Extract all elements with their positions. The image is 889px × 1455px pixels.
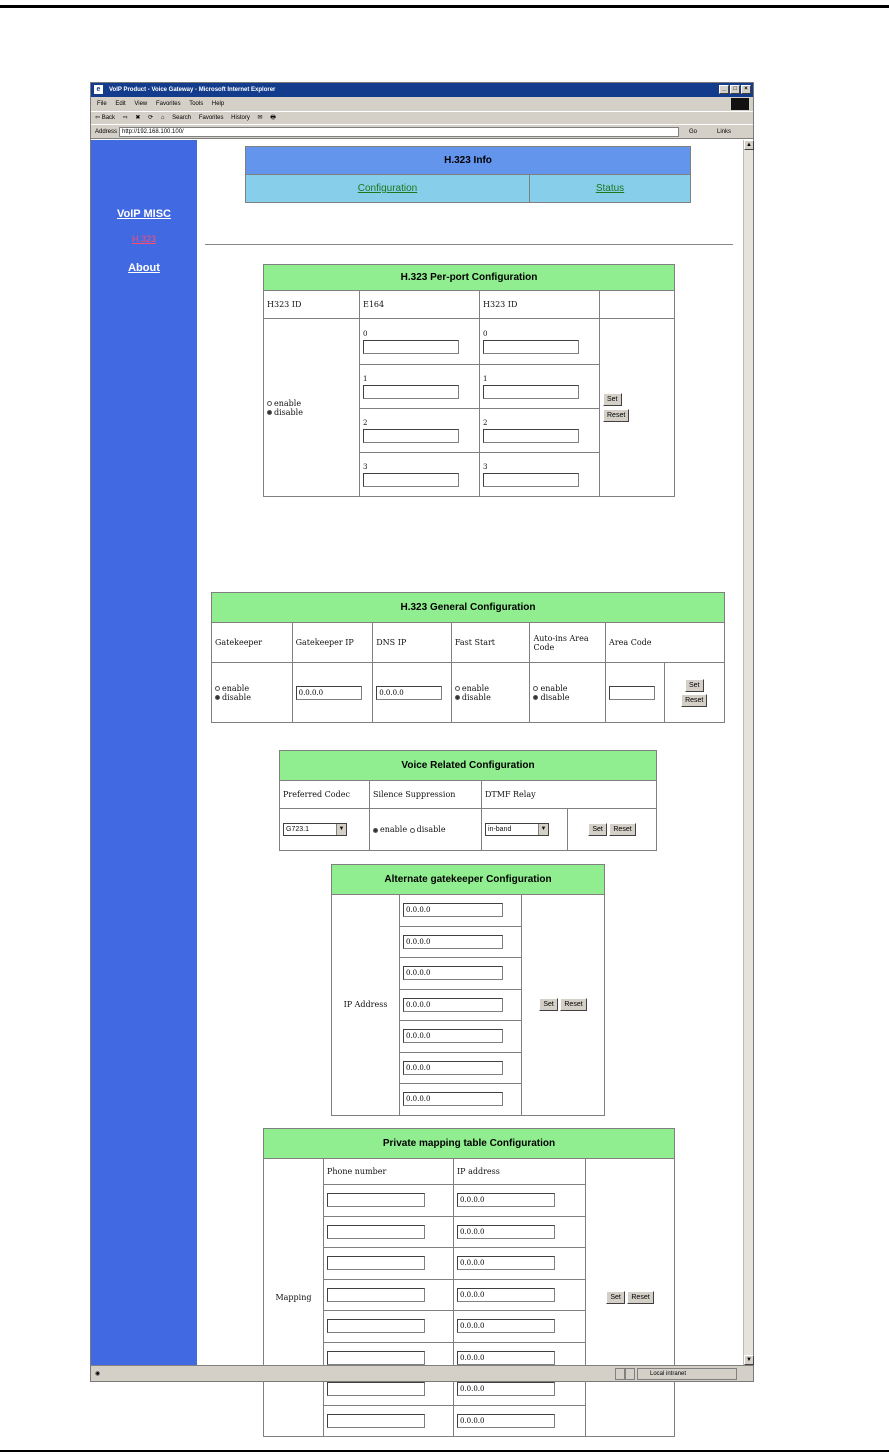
h323id-port-label: 0 <box>483 329 488 338</box>
page-bottom-rule <box>0 1450 889 1452</box>
disable-label: disable <box>540 692 570 702</box>
h323id-cell-1 <box>480 365 600 409</box>
e164-port-label: 0 <box>363 329 368 338</box>
altgk-ip-input[interactable]: 0.0.0.0 <box>403 1061 503 1075</box>
h323id-cell-2 <box>480 409 600 453</box>
mapping-title: Private mapping table Configuration <box>264 1129 675 1159</box>
mapping-ip-input[interactable]: 0.0.0.0 <box>457 1382 555 1396</box>
stop-icon[interactable]: ✖ <box>135 115 141 121</box>
altgk-ip-cell <box>400 1084 522 1116</box>
phone-number-input[interactable] <box>327 1382 425 1396</box>
voice-reset-button[interactable]: Reset <box>609 823 635 836</box>
radio-disable[interactable] <box>455 695 460 700</box>
mail-icon[interactable]: ✉ <box>257 115 263 121</box>
history-button[interactable]: History <box>231 115 250 121</box>
h323id-port-label: 1 <box>483 374 488 383</box>
altgk-ip-cell <box>400 1052 522 1084</box>
general-reset-button[interactable]: Reset <box>681 694 707 707</box>
mapping-reset-button[interactable]: Reset <box>627 1291 653 1304</box>
dtmf-value: in-band <box>488 826 512 833</box>
dns-ip-input[interactable]: 0.0.0.0 <box>376 686 442 700</box>
voice-title: Voice Related Configuration <box>280 751 657 781</box>
disable-label: disable <box>416 825 446 834</box>
altgk-ip-input[interactable]: 0.0.0.0 <box>403 1092 503 1106</box>
info-table <box>245 146 691 203</box>
enable-label: enable <box>540 683 568 693</box>
mapping-ip-input[interactable]: 0.0.0.0 <box>457 1256 555 1270</box>
e164-port-label: 1 <box>363 374 368 383</box>
menu-bar <box>91 97 753 111</box>
phone-number-input[interactable] <box>327 1319 425 1333</box>
mapping-buttons-cell <box>586 1159 675 1437</box>
altgk-ip-input[interactable]: 0.0.0.0 <box>403 966 503 980</box>
gatekeeper-ip-cell <box>292 663 373 723</box>
disable-label: disable <box>461 692 491 702</box>
menu-view[interactable]: View <box>134 101 148 107</box>
general-col-gatekeeper: Gatekeeper <box>212 623 293 663</box>
perport-disable-label: disable <box>274 407 303 417</box>
toolbar <box>91 111 753 124</box>
refresh-icon[interactable]: ⟳ <box>148 115 154 121</box>
general-col-gatekeeper-ip: Gatekeeper IP <box>292 623 373 663</box>
minimize-icon[interactable]: _ <box>719 85 729 94</box>
gatekeeper-radio-cell <box>212 663 293 723</box>
scroll-down-icon[interactable]: ▼ <box>744 1355 754 1365</box>
phone-cell <box>324 1248 454 1280</box>
ip-cell <box>454 1248 586 1280</box>
menu-favorites[interactable]: Favorites <box>155 101 181 107</box>
menu-edit[interactable]: Edit <box>115 101 126 107</box>
phone-number-input[interactable] <box>327 1414 425 1428</box>
radio-enable[interactable] <box>533 686 538 691</box>
close-icon[interactable]: × <box>741 85 751 94</box>
disable-label: disable <box>222 692 251 702</box>
mapping-ip-input[interactable]: 0.0.0.0 <box>457 1225 555 1239</box>
enable-label: enable <box>380 825 408 834</box>
sidebar-item-voip-misc[interactable]: VoIP MISC <box>117 208 171 220</box>
mapping-ip-input[interactable]: 0.0.0.0 <box>457 1351 555 1365</box>
altgk-table <box>331 864 605 1116</box>
sidebar-item-about[interactable]: About <box>128 262 160 274</box>
fast-start-disable-option[interactable] <box>455 693 527 702</box>
e164-port-label: 2 <box>363 418 368 427</box>
area-code-cell <box>606 663 664 723</box>
radio-enable[interactable] <box>215 686 220 691</box>
status-zone: Local intranet <box>637 1368 737 1380</box>
page-icon: ◉ <box>95 1371 101 1377</box>
voice-buttons-cell <box>568 809 657 851</box>
general-table <box>211 592 725 723</box>
general-col-dns-ip: DNS IP <box>373 623 452 663</box>
scroll-up-icon[interactable]: ▲ <box>744 140 754 150</box>
phone-number-input[interactable] <box>327 1193 425 1207</box>
address-input[interactable]: http://192.168.100.100/ <box>119 127 679 137</box>
phone-number-input[interactable] <box>327 1288 425 1302</box>
general-buttons-cell <box>664 663 725 723</box>
altgk-ip-input[interactable]: 0.0.0.0 <box>403 903 503 917</box>
codec-cell <box>280 809 370 851</box>
home-icon[interactable]: ⌂ <box>160 115 165 121</box>
e164-cell-3 <box>360 453 480 497</box>
ie-logo-icon: e <box>94 85 103 94</box>
ip-cell <box>454 1216 586 1248</box>
fast-start-enable-option[interactable] <box>455 684 527 693</box>
address-label: Address <box>95 129 118 135</box>
area-code-input[interactable] <box>609 686 655 700</box>
h323id-input[interactable] <box>483 340 579 354</box>
enable-label: enable <box>461 683 489 693</box>
phone-number-input[interactable] <box>327 1225 425 1239</box>
perport-radio-cell <box>264 319 360 497</box>
chevron-down-icon: ▼ <box>538 824 548 835</box>
mapping-label: Mapping <box>264 1159 324 1437</box>
h323id-input[interactable] <box>483 473 579 487</box>
altgk-ip-cell <box>400 989 522 1021</box>
perport-table <box>263 264 675 497</box>
e164-cell-2 <box>360 409 480 453</box>
window-titlebar <box>91 83 753 97</box>
phone-cell <box>324 1216 454 1248</box>
phone-cell <box>324 1405 454 1437</box>
general-set-button[interactable]: Set <box>685 679 704 692</box>
perport-enable-label: enable <box>274 398 302 408</box>
windows-logo-icon <box>731 98 749 110</box>
altgk-ip-input[interactable]: 0.0.0.0 <box>403 1029 503 1043</box>
general-col-fast-start: Fast Start <box>451 623 530 663</box>
enable-label: enable <box>222 683 250 693</box>
status-segment <box>625 1368 635 1380</box>
radio-enable[interactable] <box>455 686 460 691</box>
phone-cell <box>324 1279 454 1311</box>
menu-help[interactable]: Help <box>211 101 225 107</box>
browser-window <box>90 82 754 1425</box>
codec-value: G723.1 <box>286 826 309 833</box>
general-title: H.323 General Configuration <box>212 593 725 623</box>
sidebar <box>91 140 197 1365</box>
dns-ip-cell <box>373 663 452 723</box>
altgk-ip-cell <box>400 1021 522 1053</box>
radio-disable[interactable] <box>533 695 538 700</box>
perport-buttons-cell <box>600 319 675 497</box>
menu-tools[interactable]: Tools <box>189 101 204 107</box>
ip-cell <box>454 1279 586 1311</box>
window-title: VoIP Product - Voice Gateway - Microsoft Internet Explorer <box>109 87 276 93</box>
phone-cell <box>324 1311 454 1343</box>
perport-col-h323id: H323 ID <box>264 291 360 319</box>
mapping-table <box>263 1128 675 1437</box>
dtmf-cell <box>482 809 568 851</box>
fast-start-radio-cell <box>451 663 530 723</box>
auto-area-disable-option[interactable] <box>533 693 602 702</box>
maximize-icon[interactable]: □ <box>730 85 740 94</box>
back-button[interactable]: ⇦ Back <box>95 115 116 121</box>
perport-enable-option[interactable] <box>267 399 356 408</box>
silence-enable-option[interactable] <box>373 825 407 834</box>
voice-col-codec: Preferred Codec <box>280 781 370 809</box>
perport-set-button[interactable]: Set <box>603 393 622 406</box>
info-title: H.323 Info <box>246 147 691 175</box>
e164-input[interactable] <box>363 429 459 443</box>
voice-table <box>279 750 657 851</box>
mapping-set-button[interactable]: Set <box>606 1291 625 1304</box>
mapping-ip-input[interactable]: 0.0.0.0 <box>457 1319 555 1333</box>
auto-area-radio-cell <box>530 663 606 723</box>
ip-cell <box>454 1185 586 1217</box>
phone-number-input[interactable] <box>327 1351 425 1365</box>
voice-col-dtmf: DTMF Relay <box>482 781 657 809</box>
h323id-cell-0 <box>480 319 600 365</box>
ip-cell <box>454 1405 586 1437</box>
altgk-reset-button[interactable]: Reset <box>560 998 586 1011</box>
perport-col-h323id-2: H323 ID <box>480 291 600 319</box>
altgk-label: IP Address <box>332 895 400 1116</box>
links-button[interactable]: Links <box>717 129 732 135</box>
ip-cell <box>454 1311 586 1343</box>
codec-select[interactable] <box>283 823 347 836</box>
general-col-auto-area: Auto-ins Area Code <box>530 623 606 663</box>
silence-disable-option[interactable] <box>410 825 446 834</box>
altgk-ip-input[interactable]: 0.0.0.0 <box>403 935 503 949</box>
tab-status[interactable]: Status <box>530 175 691 203</box>
perport-reset-button[interactable]: Reset <box>603 409 629 422</box>
h323id-port-label: 3 <box>483 462 488 471</box>
perport-disable-option[interactable] <box>267 408 356 417</box>
phone-cell <box>324 1185 454 1217</box>
perport-col-e164: E164 <box>360 291 480 319</box>
altgk-set-button[interactable]: Set <box>539 998 558 1011</box>
altgk-ip-input[interactable]: 0.0.0.0 <box>403 998 503 1012</box>
radio-disable[interactable] <box>267 410 272 415</box>
go-button[interactable]: Go <box>689 129 698 135</box>
e164-cell-0 <box>360 319 480 365</box>
gatekeeper-enable-option[interactable] <box>215 684 289 693</box>
mapping-col-phone: Phone number <box>324 1159 454 1185</box>
radio-enable[interactable] <box>267 401 272 406</box>
h323id-cell-3 <box>480 453 600 497</box>
chevron-down-icon: ▼ <box>336 824 346 835</box>
status-segment <box>615 1368 625 1380</box>
h323id-port-label: 2 <box>483 418 488 427</box>
altgk-ip-cell <box>400 895 522 927</box>
h323id-input[interactable] <box>483 429 579 443</box>
perport-title: H.323 Per-port Configuration <box>264 265 675 291</box>
auto-area-enable-option[interactable] <box>533 684 602 693</box>
radio-disable[interactable] <box>410 828 415 833</box>
e164-input[interactable] <box>363 473 459 487</box>
altgk-ip-cell <box>400 926 522 958</box>
h323id-input[interactable] <box>483 385 579 399</box>
dtmf-select[interactable] <box>485 823 549 836</box>
voice-set-button[interactable]: Set <box>588 823 607 836</box>
mapping-ip-input[interactable]: 0.0.0.0 <box>457 1414 555 1428</box>
mapping-ip-input[interactable]: 0.0.0.0 <box>457 1288 555 1302</box>
e164-port-label: 3 <box>363 462 368 471</box>
forward-button[interactable]: ⇨ <box>122 115 128 121</box>
search-button[interactable]: Search <box>172 115 192 121</box>
altgk-buttons-cell <box>522 895 605 1116</box>
sidebar-item-h323[interactable]: H.323 <box>131 234 157 244</box>
altgk-ip-cell <box>400 958 522 990</box>
mapping-ip-input[interactable]: 0.0.0.0 <box>457 1193 555 1207</box>
gatekeeper-ip-input[interactable]: 0.0.0.0 <box>296 686 362 700</box>
radio-enable[interactable] <box>373 828 378 833</box>
voice-col-silence: Silence Suppression <box>370 781 482 809</box>
phone-number-input[interactable] <box>327 1256 425 1270</box>
silence-cell <box>370 809 482 851</box>
e164-input[interactable] <box>363 385 459 399</box>
gatekeeper-disable-option[interactable] <box>215 693 289 702</box>
tab-configuration[interactable]: Configuration <box>246 175 530 203</box>
address-bar <box>91 124 753 139</box>
favorites-button[interactable]: Favorites <box>198 115 224 121</box>
general-col-area-code: Area Code <box>606 623 725 663</box>
menu-file[interactable]: File <box>97 101 107 107</box>
e164-cell-1 <box>360 365 480 409</box>
page-top-rule <box>0 5 889 8</box>
status-bar <box>91 1365 753 1381</box>
mapping-col-ip: IP address <box>454 1159 586 1185</box>
altgk-title: Alternate gatekeeper Configuration <box>332 865 605 895</box>
divider <box>205 244 733 245</box>
perport-col-empty <box>600 291 675 319</box>
e164-input[interactable] <box>363 340 459 354</box>
vertical-scrollbar[interactable] <box>743 140 753 1365</box>
radio-disable[interactable] <box>215 695 220 700</box>
print-icon[interactable]: 🖶 <box>270 115 276 121</box>
